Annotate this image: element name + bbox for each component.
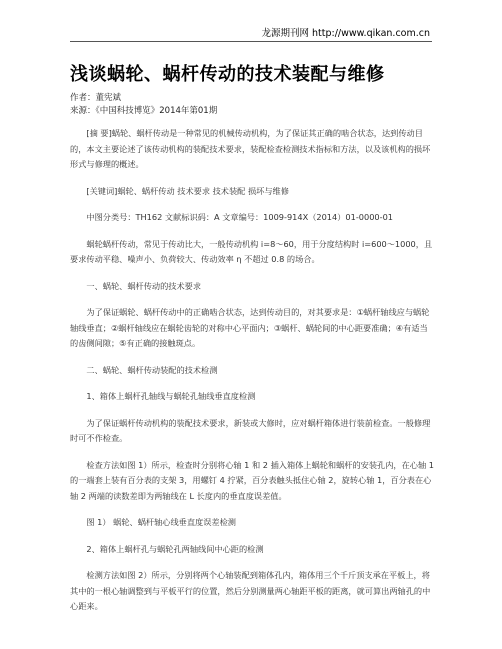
article-author: 作者：董宪斌 <box>70 93 122 103</box>
subsection-1-heading: 1、箱体上蜗杆孔轴线与蜗轮孔轴线垂直度检测 <box>86 391 256 401</box>
article-title: 浅谈蜗轮、蜗杆传动的技术装配与维修 <box>70 64 385 85</box>
abstract: [摘 要]蜗轮、蜗杆传动是一种常见的机械传动机构，为了保证其正确的啮合状态，达到传动目的，本文主要论述了该传动机构的装配技术要求，装配检查检测技术指标和方法，以及该机构的损坏形式与修理的概述。 <box>70 128 431 169</box>
header-divider <box>70 41 432 42</box>
site-header[interactable]: 龙源期刊网 http://www.qikan.com.cn <box>261 28 430 39</box>
figure-1-caption: 图 1） 蜗轮、蜗杆轴心线垂直度误差检测 <box>86 517 236 527</box>
subsection-2-heading: 2、箱体上蜗杆孔与蜗轮孔两轴线间中心距的检测 <box>86 543 264 554</box>
classification: 中图分类号：TH162 文献标识码：A 文章编号：1009-914X（2014）01-0000-01 <box>86 212 393 222</box>
subsection-1-text: 为了保证蜗杆传动机构的装配技术要求，新装或大修时，应对蜗杆箱体进行装前检查。一般修理时可不作检查。 <box>70 417 431 443</box>
keywords: [关键词]蜗轮、蜗杆传动 技术要求 技术装配 损坏与维修 <box>86 185 289 196</box>
intro-paragraph: 蜗轮蜗杆传动，常见于传动比大，一般传动机构 i=8～60，用于分度结构时 i=600～1000，且要求传动平稳、噪声小、负荷较大、传动效率 η 不超过 0.8 的场合。 <box>70 238 433 264</box>
article-source: 来源：《中国科技博览》2014年第01期 <box>70 106 218 116</box>
article-body <box>70 126 434 626</box>
section-1-text: 为了保证蜗轮、蜗杆传动中的正确啮合状态，达到传动目的，对其要求是：①蜗杆轴线应与蜗轮轴线垂直；②蜗杆轴线应在蜗轮齿轮的对称中心平面内；③蜗杆、蜗轮间的中心距要准确；④有适当的齿侧间隙；⑤有正确的接触斑点。 <box>70 307 430 348</box>
section-1-heading: 一、蜗轮、蜗杆传动的技术要求 <box>86 280 202 291</box>
subsection-2-text: 检测方法如图 2）所示，分别将两个心轴装配到箱体孔内，箱体用三个千斤顶支承在平板上，将其中的一根心轴调整到与平板平行的位置，然后分别测量两心轴距平板的距离，就可算出两轴孔的中心距来。 <box>70 570 431 611</box>
subsection-1-method: 检查方法如图 1）所示，检查时分别将心轴 1 和 2 插入箱体上蜗轮和蜗杆的安装孔内，在心轴 1 的一端套上装有百分表的支架 3，用螺钉 4 拧紧，百分表触头抵住心轴 2，旋转心轴 1，百分表在心轴 2 两端的读数差即为两轴线在 L 长度内的垂直度误差值。 <box>70 459 434 501</box>
section-2-heading: 二、蜗轮、蜗杆传动装配的技术检测 <box>86 364 218 375</box>
